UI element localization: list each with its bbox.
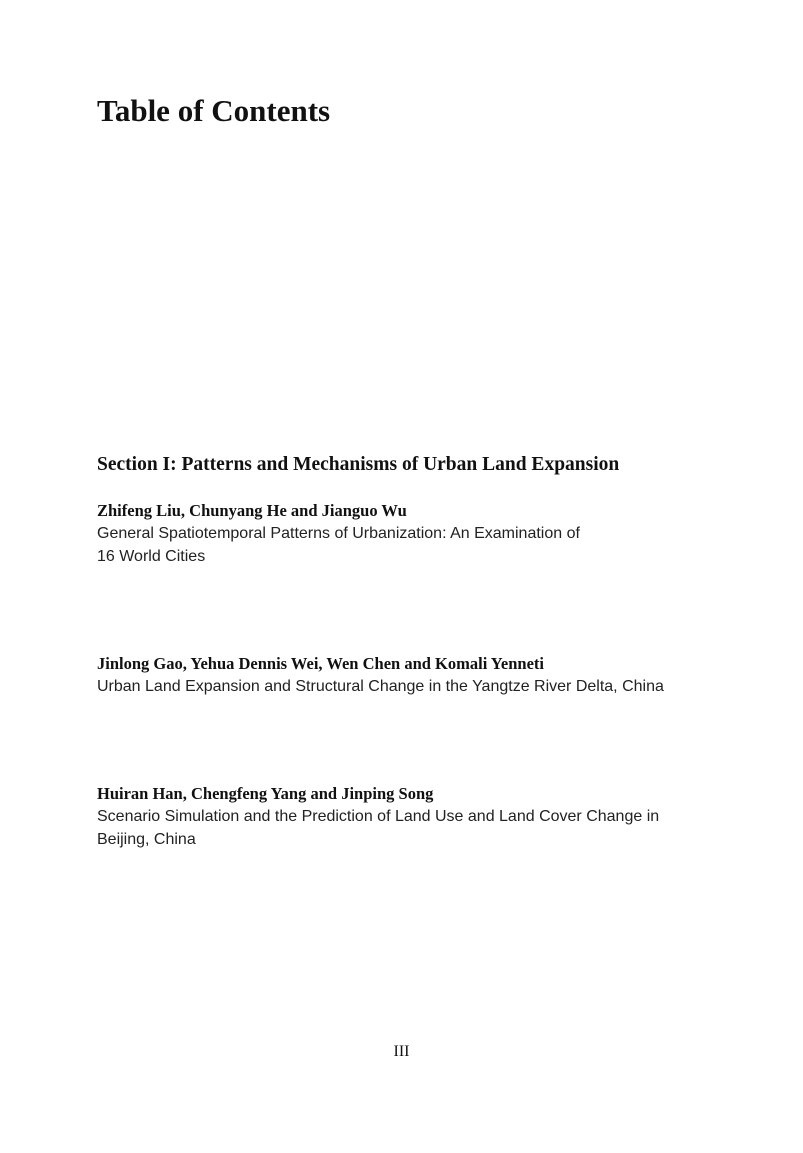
entry-title-line: Scenario Simulation and the Prediction of Land Use and Land Cover Change in — [97, 808, 660, 825]
entry-title-line: Beijing, China — [97, 831, 196, 848]
page-number: III — [393, 1043, 410, 1060]
section-title: Section I: Patterns and Mechanisms of Urban Land Expansion — [97, 454, 620, 475]
entry-authors: Huiran Han, Chengfeng Yang and Jinping Song — [97, 784, 434, 803]
page-title: Table of Contents — [97, 93, 331, 128]
toc-entry[interactable] — [97, 652, 737, 698]
entry-title[interactable] — [97, 675, 737, 698]
entry-authors: Jinlong Gao, Yehua Dennis Wei, Wen Chen and Komali Yenneti — [97, 654, 544, 673]
entry-title-line: Urban Land Expansion and Structural Change in the Yangtze River Delta, China — [97, 678, 664, 695]
entry-title-line: General Spatiotemporal Patterns of Urbanization: An Examination of — [97, 525, 580, 542]
toc-entry[interactable] — [97, 782, 737, 851]
entry-authors: Zhifeng Liu, Chunyang He and Jianguo Wu — [97, 501, 407, 520]
entry-title-line: 16 World Cities — [97, 548, 206, 565]
entry-title[interactable] — [97, 805, 737, 851]
entry-title[interactable] — [97, 522, 737, 568]
toc-entry[interactable] — [97, 499, 737, 568]
